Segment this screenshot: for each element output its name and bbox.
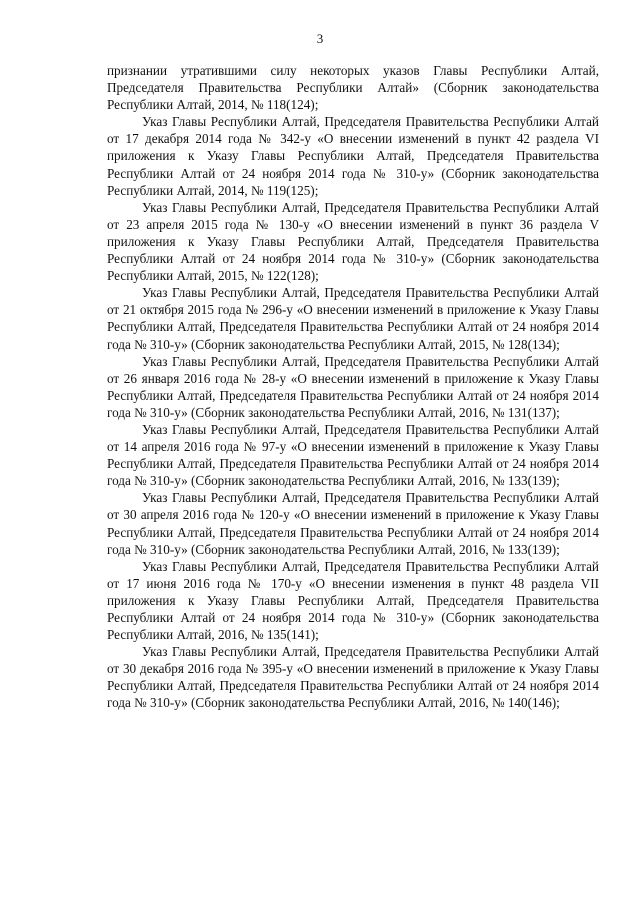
- document-body: [107, 62, 599, 712]
- paragraph-decree-342: Указ Главы Республики Алтай, Председателя Правительства Республики Алтай от 17 декабря 2014 года № 342-у «О внесении изменений в пункт 42 раздела VI приложения к Указу Главы Республики Алтай, Председателя Правительства Республики Алтай от 24 ноября 2014 года № 310-у» (Сборник законодательства Республики Алтай, 2014, № 119(125);: [107, 114, 599, 198]
- paragraph-decree-395: Указ Главы Республики Алтай, Председателя Правительства Республики Алтай от 30 декабря 2016 года № 395-у «О внесении изменений в приложение к Указу Главы Республики Алтай, Председателя Правительства Республики Алтай от 24 ноября 2014 года № 310-у» (Сборник законодательства Республики Алтай, 2016, № 140(146);: [107, 644, 599, 711]
- paragraph-continuation: признании утратившими силу некоторых указов Главы Республики Алтай, Председателя Правительства Республики Алтай» (Сборник законодательства Республики Алтай, 2014, № 118(124);: [107, 63, 599, 113]
- paragraph-decree-296: Указ Главы Республики Алтай, Председателя Правительства Республики Алтай от 21 октября 2015 года № 296-у «О внесении изменений в приложение к Указу Главы Республики Алтай, Председателя Правительства Республики Алтай от 24 ноября 2014 года № 310-у» (Сборник законодательства Республики Алтай, 2015, № 128(134);: [107, 285, 599, 352]
- paragraph-decree-28: Указ Главы Республики Алтай, Председателя Правительства Республики Алтай от 26 января 2016 года № 28-у «О внесении изменений в приложение к Указу Главы Республики Алтай, Председателя Правительства Республики Алтай от 24 ноября 2014 года № 310-у» (Сборник законодательства Республики Алтай, 2016, № 131(137);: [107, 353, 599, 420]
- paragraph-decree-120: Указ Главы Республики Алтай, Председателя Правительства Республики Алтай от 30 апреля 2016 года № 120-у «О внесении изменений в приложение к Указу Главы Республики Алтай, Председателя Правительства Республики Алтай от 24 ноября 2014 года № 310-у» (Сборник законодательства Республики Алтай, 2016, № 133(139);: [107, 490, 599, 557]
- paragraph-decree-97: Указ Главы Республики Алтай, Председателя Правительства Республики Алтай от 14 апреля 2016 года № 97-у «О внесении изменений в приложение к Указу Главы Республики Алтай, Председателя Правительства Республики Алтай от 24 ноября 2014 года № 310-у» (Сборник законодательства Республики Алтай, 2016, № 133(139);: [107, 421, 599, 489]
- paragraph-decree-130: Указ Главы Республики Алтай, Председателя Правительства Республики Алтай от 23 апреля 2015 года № 130-у «О внесении изменений в пункт 36 раздела V приложения к Указу Главы Республики Алтай, Председателя Правительства Республики Алтай от 24 ноября 2014 года № 310-у» (Сборник законодательства Республики Алтай, 2015, № 122(128);: [107, 199, 599, 284]
- page-number: 3: [316, 31, 324, 46]
- paragraph-decree-170: Указ Главы Республики Алтай, Председателя Правительства Республики Алтай от 17 июня 2016 года № 170-у «О внесении изменения в пункт 48 раздела VII приложения к Указу Главы Республики Алтай, Председателя Правительства Республики Алтай от 24 ноября 2014 года № 310-у» (Сборник законодательства Республики Алтай, 2016, № 135(141);: [107, 558, 599, 643]
